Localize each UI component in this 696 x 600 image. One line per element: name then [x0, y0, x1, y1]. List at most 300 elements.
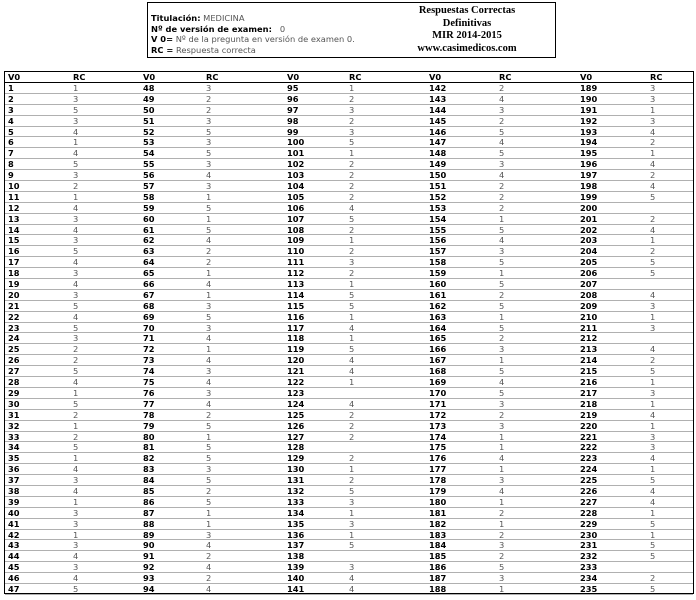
question-number: 137: [287, 540, 305, 551]
question-number: 166: [429, 344, 447, 355]
question-number: 234: [580, 573, 598, 583]
correct-answer: 3: [206, 322, 212, 333]
correct-answer: 1: [349, 235, 355, 246]
correct-answer: 5: [73, 104, 79, 115]
correct-answer: 5: [499, 257, 505, 268]
correct-answer: 5: [499, 322, 505, 333]
question-number: 106: [287, 202, 305, 213]
correct-answer: 2: [349, 420, 355, 431]
correct-answer: 3: [650, 387, 656, 398]
question-number: 15: [8, 235, 20, 246]
correct-answer: [346, 442, 426, 452]
question-number: 140: [287, 573, 305, 583]
correct-answer: 3: [73, 268, 79, 279]
question-number: 226: [580, 485, 598, 496]
question-number: 111: [287, 257, 305, 268]
question-number: 181: [429, 507, 447, 518]
question-number: 156: [429, 235, 447, 246]
correct-answer: 2: [499, 551, 505, 562]
question-number: 154: [429, 213, 447, 224]
table-row: [5, 148, 693, 159]
correct-answer: 4: [349, 573, 355, 583]
correct-answer: 5: [73, 246, 79, 257]
correct-answer: 5: [349, 540, 355, 551]
correct-answer: 5: [499, 366, 505, 377]
correct-answer: 3: [349, 126, 355, 137]
question-number: 95: [287, 83, 299, 93]
question-number: 68: [143, 300, 155, 311]
correct-answer: 4: [73, 279, 79, 289]
question-number: 83: [143, 464, 155, 475]
table-header-row: [5, 72, 693, 83]
correct-answer: 1: [650, 104, 656, 115]
question-number: 142: [429, 83, 447, 93]
correct-answer: 1: [650, 420, 656, 431]
question-number: 141: [287, 583, 305, 594]
correct-answer: 1: [73, 191, 79, 202]
correct-answer: 1: [206, 268, 212, 279]
table-row: [5, 377, 693, 388]
question-number: 116: [287, 311, 305, 322]
correct-answer: 3: [650, 115, 656, 126]
question-number: 224: [580, 464, 598, 475]
table-row: [5, 464, 693, 475]
correct-answer: 4: [206, 235, 212, 246]
correct-answer: 4: [349, 322, 355, 333]
question-number: 174: [429, 431, 447, 442]
table-row: [5, 290, 693, 301]
table-row: [5, 410, 693, 421]
correct-answer: 2: [650, 170, 656, 181]
correct-answer: 5: [73, 398, 79, 409]
question-number: 134: [287, 507, 305, 518]
question-number: 177: [429, 464, 447, 475]
question-number: 130: [287, 464, 305, 475]
correct-answer: 5: [650, 475, 656, 485]
question-number: 232: [580, 551, 598, 562]
correct-answer: 4: [73, 551, 79, 562]
question-number: 149: [429, 159, 447, 170]
correct-answer: 5: [650, 268, 656, 279]
correct-answer: 1: [206, 289, 212, 300]
correct-answer: [647, 279, 693, 289]
correct-answer: 5: [499, 148, 505, 159]
question-number: 96: [287, 93, 299, 104]
question-number: 12: [8, 202, 20, 213]
question-number: 65: [143, 268, 155, 279]
question-number: 73: [143, 355, 155, 366]
question-number: 184: [429, 540, 447, 551]
question-number: 114: [287, 289, 305, 300]
column-header-rc: RC: [650, 72, 663, 82]
column-header-v0: V0: [143, 72, 156, 82]
correct-answer: 4: [650, 126, 656, 137]
table-row: [5, 497, 693, 508]
question-number: 153: [429, 202, 447, 213]
question-number: 21: [8, 300, 20, 311]
table-row: [5, 551, 693, 562]
correct-answer: 4: [499, 235, 505, 246]
table-row: [5, 181, 693, 192]
question-number: 52: [143, 126, 155, 137]
correct-answer: 4: [73, 257, 79, 268]
correct-answer: 5: [650, 257, 656, 268]
question-number: 162: [429, 300, 447, 311]
correct-answer: 1: [73, 420, 79, 431]
question-number: 233: [580, 562, 598, 573]
question-number: 182: [429, 518, 447, 529]
correct-answer: 3: [499, 246, 505, 257]
v0-legend-line: [151, 34, 355, 45]
question-number: 167: [429, 355, 447, 366]
question-number: 210: [580, 311, 598, 322]
question-number: 235: [580, 583, 598, 594]
question-number: 165: [429, 333, 447, 344]
question-number: 159: [429, 268, 447, 279]
correct-answer: 4: [73, 311, 79, 322]
correct-answer: 2: [650, 573, 656, 583]
question-number: 146: [429, 126, 447, 137]
correct-answer: 3: [499, 540, 505, 551]
correct-answer: 3: [349, 562, 355, 573]
correct-answer: 5: [499, 562, 505, 573]
question-number: 189: [580, 83, 598, 93]
question-number: 27: [8, 366, 20, 377]
question-number: 74: [143, 366, 155, 377]
correct-answer: 3: [206, 115, 212, 126]
question-number: 108: [287, 224, 305, 235]
question-number: 170: [429, 387, 447, 398]
question-number: 45: [8, 562, 20, 573]
correct-answer: 4: [349, 398, 355, 409]
question-number: 2: [8, 93, 14, 104]
question-number: 194: [580, 137, 598, 148]
correct-answer: 1: [206, 431, 212, 442]
question-number: 46: [8, 573, 20, 583]
correct-answer: 4: [73, 377, 79, 387]
version-value: 0: [279, 23, 286, 34]
question-number: 101: [287, 148, 305, 159]
correct-answer: 2: [499, 409, 505, 420]
table-row: [5, 519, 693, 530]
correct-answer: 3: [73, 507, 79, 518]
correct-answer: 4: [73, 573, 79, 583]
correct-answer: 3: [499, 159, 505, 170]
question-number: 175: [429, 442, 447, 453]
question-number: 28: [8, 377, 20, 387]
question-number: 29: [8, 387, 20, 398]
correct-answer: 1: [206, 518, 212, 529]
question-number: 123: [287, 387, 305, 398]
question-number: 150: [429, 170, 447, 181]
table-row: [5, 246, 693, 257]
table-row: [5, 530, 693, 541]
correct-answer: 4: [650, 453, 656, 464]
correct-answer: 4: [650, 159, 656, 170]
question-number: 103: [287, 170, 305, 181]
question-number: 132: [287, 485, 305, 496]
question-number: 118: [287, 333, 305, 344]
correct-answer: 1: [650, 398, 656, 409]
correct-answer: 1: [499, 268, 505, 279]
correct-answer: 3: [349, 496, 355, 507]
column-header-rc: RC: [206, 72, 219, 82]
correct-answer: 2: [349, 453, 355, 464]
question-number: 129: [287, 453, 305, 464]
question-number: 152: [429, 191, 447, 202]
version-line: [151, 24, 355, 35]
correct-answer: 4: [499, 453, 505, 464]
correct-answer: 2: [349, 191, 355, 202]
correct-answer: 4: [650, 181, 656, 191]
question-number: 155: [429, 224, 447, 235]
question-number: 89: [143, 529, 155, 540]
correct-answer: 1: [349, 333, 355, 344]
question-number: 39: [8, 496, 20, 507]
correct-answer: 1: [650, 507, 656, 518]
table-row: [5, 475, 693, 486]
correct-answer: 2: [206, 104, 212, 115]
correct-answer: 1: [206, 507, 212, 518]
correct-answer: 4: [206, 279, 212, 289]
question-number: 185: [429, 551, 447, 562]
correct-answer: 2: [650, 137, 656, 148]
exam-info: [151, 13, 355, 55]
column-header-v0: V0: [8, 72, 21, 82]
question-number: 6: [8, 137, 14, 148]
correct-answer: 3: [73, 170, 79, 181]
correct-answer: 4: [499, 485, 505, 496]
question-number: 201: [580, 213, 598, 224]
question-number: 211: [580, 322, 598, 333]
correct-answer: 2: [73, 344, 79, 355]
question-number: 173: [429, 420, 447, 431]
question-number: 25: [8, 344, 20, 355]
question-number: 124: [287, 398, 305, 409]
correct-answer: 1: [73, 137, 79, 148]
question-number: 62: [143, 235, 155, 246]
question-number: 231: [580, 540, 598, 551]
correct-answer: 3: [73, 518, 79, 529]
table-row: [5, 323, 693, 334]
column-header-rc: RC: [73, 72, 86, 82]
question-number: 195: [580, 148, 598, 159]
question-number: 17: [8, 257, 20, 268]
correct-answer: 1: [650, 311, 656, 322]
correct-answer: 5: [349, 213, 355, 224]
table-row: [5, 540, 693, 551]
table-row: [5, 584, 693, 595]
question-number: 117: [287, 322, 305, 333]
correct-answer: 3: [499, 104, 505, 115]
question-number: 16: [8, 246, 20, 257]
question-number: 200: [580, 202, 598, 213]
question-number: 98: [287, 115, 299, 126]
table-row: [5, 573, 693, 584]
correct-answer: 1: [206, 191, 212, 202]
question-number: 18: [8, 268, 20, 279]
table-row: [5, 235, 693, 246]
version-label: Nº de versión de examen:: [151, 23, 272, 34]
correct-answer: 2: [499, 191, 505, 202]
titulacion-line: [151, 13, 355, 24]
correct-answer: 2: [349, 170, 355, 181]
table-row: [5, 203, 693, 214]
correct-answer: 3: [206, 387, 212, 398]
correct-answer: 4: [650, 485, 656, 496]
correct-answer: 2: [73, 355, 79, 366]
correct-answer: 1: [349, 148, 355, 159]
table-row: [5, 421, 693, 432]
correct-answer: 5: [499, 224, 505, 235]
correct-answer: 3: [206, 159, 212, 170]
correct-answer: 2: [73, 181, 79, 191]
question-number: 31: [8, 409, 20, 420]
table-row: [5, 214, 693, 225]
correct-answer: 5: [650, 191, 656, 202]
question-number: 78: [143, 409, 155, 420]
correct-answer: 4: [206, 540, 212, 551]
question-number: 169: [429, 377, 447, 387]
correct-answer: 1: [206, 213, 212, 224]
table-row: [5, 83, 693, 94]
correct-answer: 1: [499, 431, 505, 442]
question-number: 209: [580, 300, 598, 311]
correct-answer: 3: [650, 93, 656, 104]
correct-answer: 4: [499, 377, 505, 387]
correct-answer: 5: [349, 300, 355, 311]
correct-answer: 4: [349, 202, 355, 213]
question-number: 110: [287, 246, 305, 257]
question-number: 127: [287, 431, 305, 442]
question-number: 163: [429, 311, 447, 322]
correct-answer: 3: [650, 300, 656, 311]
correct-answer: 1: [650, 235, 656, 246]
question-number: 59: [143, 202, 155, 213]
question-number: 79: [143, 420, 155, 431]
correct-answer: 1: [349, 83, 355, 93]
correct-answer: 4: [650, 496, 656, 507]
correct-answer: 2: [349, 159, 355, 170]
question-number: 138: [287, 551, 305, 562]
question-number: 11: [8, 191, 20, 202]
table-row: [5, 159, 693, 170]
correct-answer: 1: [349, 507, 355, 518]
question-number: 32: [8, 420, 20, 431]
table-row: [5, 116, 693, 127]
correct-answer: 3: [499, 475, 505, 485]
correct-answer: 5: [349, 137, 355, 148]
correct-answer: 5: [650, 540, 656, 551]
question-number: 42: [8, 529, 20, 540]
question-number: 120: [287, 355, 305, 366]
question-number: 22: [8, 311, 20, 322]
correct-answer: 3: [73, 235, 79, 246]
correct-answer: 5: [73, 583, 79, 594]
title-line-2: Definitivas: [442, 17, 492, 29]
question-number: 215: [580, 366, 598, 377]
correct-answer: 3: [349, 104, 355, 115]
question-number: 104: [287, 181, 305, 191]
correct-answer: 2: [73, 409, 79, 420]
question-number: 198: [580, 181, 598, 191]
correct-answer: 1: [349, 311, 355, 322]
correct-answer: 4: [73, 464, 79, 475]
table-row: [5, 137, 693, 148]
question-number: 61: [143, 224, 155, 235]
question-number: 81: [143, 442, 155, 453]
correct-answer: [346, 551, 426, 561]
correct-answer: 4: [206, 562, 212, 573]
question-number: 121: [287, 366, 305, 377]
correct-answer: 2: [206, 485, 212, 496]
question-number: 60: [143, 213, 155, 224]
correct-answer: 3: [73, 115, 79, 126]
question-number: 119: [287, 344, 305, 355]
correct-answer: 3: [650, 431, 656, 442]
correct-answer: 3: [73, 562, 79, 573]
table-row: [5, 333, 693, 344]
correct-answer: 2: [499, 333, 505, 344]
correct-answer: 1: [349, 279, 355, 289]
question-number: 48: [143, 83, 155, 93]
correct-answer: 3: [73, 475, 79, 485]
correct-answer: 5: [499, 387, 505, 398]
correct-answer: 2: [650, 246, 656, 257]
correct-answer: 2: [349, 181, 355, 191]
question-number: 10: [8, 181, 20, 191]
correct-answer: 5: [349, 344, 355, 355]
correct-answer: 2: [499, 202, 505, 213]
question-number: 70: [143, 322, 155, 333]
question-number: 190: [580, 93, 598, 104]
question-number: 8: [8, 159, 14, 170]
question-number: 227: [580, 496, 598, 507]
question-number: 171: [429, 398, 447, 409]
correct-answer: 1: [499, 464, 505, 475]
correct-answer: 4: [499, 137, 505, 148]
table-row: [5, 257, 693, 268]
correct-answer: 1: [499, 583, 505, 594]
question-number: 107: [287, 213, 305, 224]
correct-answer: 5: [206, 453, 212, 464]
question-number: 37: [8, 475, 20, 485]
correct-answer: [647, 333, 693, 343]
table-row: [5, 225, 693, 236]
table-row: [5, 486, 693, 497]
correct-answer: 2: [650, 213, 656, 224]
correct-answer: 2: [349, 246, 355, 257]
question-number: 90: [143, 540, 155, 551]
correct-answer: 1: [349, 529, 355, 540]
question-number: 178: [429, 475, 447, 485]
rc-legend-desc: Respuesta correcta: [175, 44, 256, 55]
site-url: www.casimedicos.com: [417, 42, 517, 54]
question-number: 4: [8, 115, 14, 126]
question-number: 222: [580, 442, 598, 453]
correct-answer: 2: [349, 431, 355, 442]
correct-answer: 3: [650, 83, 656, 93]
correct-answer: 5: [73, 366, 79, 377]
correct-answer: 4: [73, 485, 79, 496]
question-number: 109: [287, 235, 305, 246]
column-header-rc: RC: [499, 72, 512, 82]
question-number: 87: [143, 507, 155, 518]
question-number: 148: [429, 148, 447, 159]
table-row: [5, 268, 693, 279]
column-header-rc: RC: [349, 72, 362, 82]
question-number: 223: [580, 453, 598, 464]
